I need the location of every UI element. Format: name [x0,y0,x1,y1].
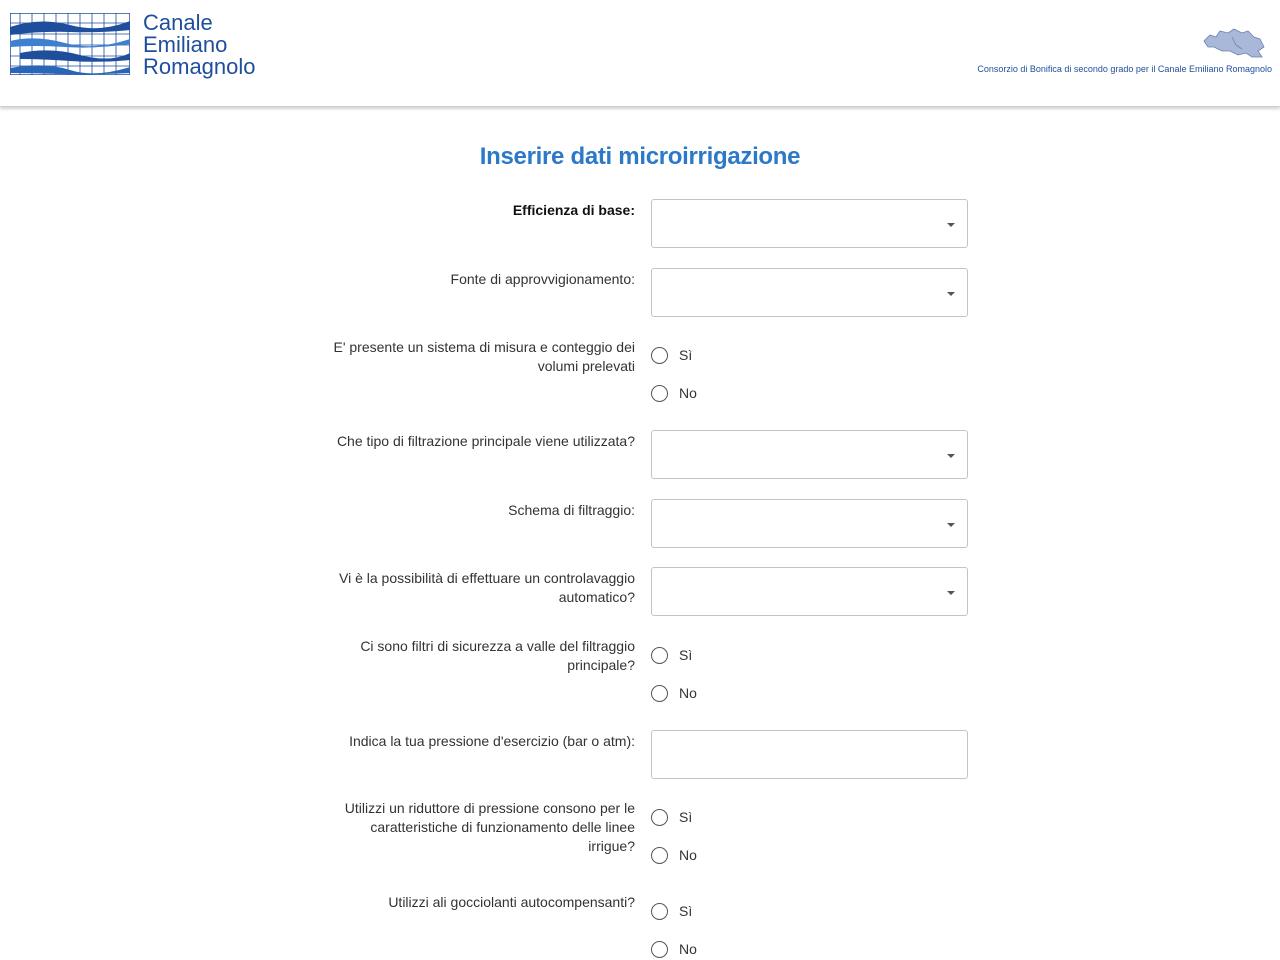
caret-down-icon [947,591,955,595]
logo-line-3: Romagnolo [143,54,256,79]
fonte-select[interactable] [651,268,968,317]
caret-down-icon [947,523,955,527]
radio-button-icon[interactable] [651,809,668,826]
filtri-sicurezza-label-line-2: principale? [567,657,635,673]
caret-down-icon [947,454,955,458]
misura-label [305,338,635,376]
filtri-sicurezza-label [305,637,635,675]
efficienza-select[interactable] [651,199,968,248]
gocciolanti-option-no-label: No [679,941,697,957]
riduttore-label-line-2: caratteristiche di funzionamento delle linee [370,819,635,835]
page-title: Inserire dati microirrigazione [479,143,801,170]
riduttore-option-si-label: Sì [679,809,693,825]
radio-button-icon[interactable] [651,347,668,364]
emilia-romagna-map-icon [1202,27,1266,61]
pressione-label: Indica la tua pressione d'esercizio (bar o atm): [349,733,635,749]
fonte-label: Fonte di approvvigionamento: [450,271,635,287]
misura-label-line-2: volumi prelevati [537,358,635,374]
radio-button-icon[interactable] [651,941,668,958]
logo-line-2: Emiliano [143,32,228,57]
filtri-sicurezza-option-no-label: No [679,685,697,701]
riduttore-option-no-label: No [679,847,697,863]
misura-label-line-1: E' presente un sistema di misura e conteggio dei [333,339,635,355]
schema-select[interactable] [651,499,968,548]
riduttore-label [305,799,635,856]
misura-option-no-label: No [679,385,697,401]
controlavaggio-label-line-2: automatico? [558,589,635,605]
radio-button-icon[interactable] [651,685,668,702]
logo-line-1: Canale [143,10,213,35]
controlavaggio-select[interactable] [651,567,968,616]
riduttore-label-line-1: Utilizzi un riduttore di pressione consono per le [344,800,635,816]
radio-button-icon[interactable] [651,647,668,664]
filtrazione-label: Che tipo di filtrazione principale viene utilizzata? [336,433,635,449]
radio-button-icon[interactable] [651,385,668,402]
controlavaggio-label-line-1: Vi è la possibilità di effettuare un controlavaggio [338,570,635,586]
filtri-sicurezza-option-si-label: Sì [679,647,693,663]
gocciolanti-label: Utilizzi ali gocciolanti autocompensanti? [388,894,635,910]
pressione-input[interactable] [651,730,968,779]
radio-button-icon[interactable] [651,903,668,920]
filtri-sicurezza-label-line-1: Ci sono filtri di sicurezza a valle del filtraggio [360,638,635,654]
consortium-caption: Consorzio di Bonifica di secondo grado per il Canale Emiliano Romagnolo [977,64,1272,74]
radio-button-icon[interactable] [651,847,668,864]
gocciolanti-option-si-label: Sì [679,903,693,919]
riduttore-label-line-3: irrigue? [588,838,635,854]
caret-down-icon [947,292,955,296]
efficienza-label: Efficienza di base: [512,202,635,218]
logo-wordmark[interactable] [143,12,256,78]
misura-option-si-label: Sì [679,347,693,363]
canal-logo-icon[interactable] [10,13,130,75]
schema-label: Schema di filtraggio: [508,502,635,518]
caret-down-icon [947,223,955,227]
site-header [0,0,1280,107]
filtrazione-select[interactable] [651,430,968,479]
controlavaggio-label [305,569,635,607]
